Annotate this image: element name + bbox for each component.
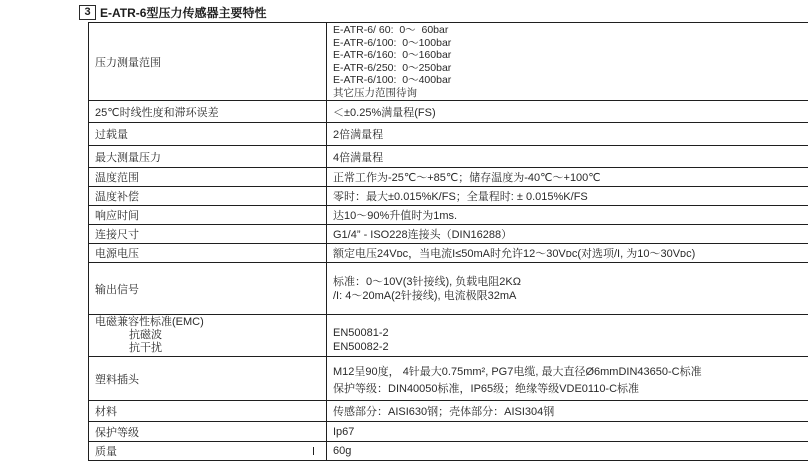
spec-label: 材料 (89, 401, 327, 422)
spec-label: 电源电压 (89, 244, 327, 263)
table-row (89, 225, 808, 244)
spec-value: 60g (327, 442, 808, 461)
table-row (89, 357, 808, 401)
table-row (89, 422, 808, 442)
spec-value-line: /I: 4～20mA(2针接线), 电流极限32mA (333, 289, 808, 303)
spec-table (88, 22, 808, 461)
spec-value-line: E-ATR-6/ 60: 0～ 60bar (333, 24, 808, 37)
spec-value: ＜±0.25%满量程(FS) (327, 101, 808, 123)
spec-label: 输出信号 (89, 263, 327, 315)
spec-value-line: EN50082-2 (333, 340, 808, 354)
spec-label: 保护等级 (89, 422, 327, 442)
table-row (89, 101, 808, 123)
spec-label: 过载量 (89, 123, 327, 146)
table-row (89, 442, 808, 461)
spec-value-line: E-ATR-6/100: 0～100bar (333, 37, 808, 50)
spec-value-line: E-ATR-6/100: 0～400bar (333, 74, 808, 87)
spec-value-line: E-ATR-6/160: 0～160bar (333, 49, 808, 62)
spec-value: 2倍满量程 (327, 123, 808, 146)
spec-value: 额定电压24Vᴅᴄ，当电流I≤50mA时允许12～30Vᴅᴄ(对选项/I, 为10～30Vᴅᴄ) (327, 244, 808, 263)
table-row (89, 146, 808, 168)
spec-value (327, 357, 808, 401)
spec-label-line: 电磁兼容性标准(EMC) (95, 316, 320, 329)
section-number-box: 3 (79, 5, 96, 20)
spec-value: 零时：最大±0.015%K/FS；全量程时: ± 0.015%K/FS (327, 187, 808, 206)
spec-value-line: 其它压力范围待询 (333, 87, 808, 100)
table-row (89, 263, 808, 315)
spec-value: 传感部分：AISI630钢；壳体部分：AISI304钢 (327, 401, 808, 422)
table-row (89, 206, 808, 225)
spec-label: 塑料插头 (89, 357, 327, 401)
table-row (89, 315, 808, 357)
spec-value-line: 标准：0～10V(3针接线), 负载电阻2KΩ (333, 275, 808, 289)
spec-label: 连接尺寸 (89, 225, 327, 244)
spec-value-line: E-ATR-6/250: 0～250bar (333, 62, 808, 75)
table-row (89, 168, 808, 187)
spec-label: 温度范围 (89, 168, 327, 187)
spec-value-line: EN50081-2 (333, 326, 808, 340)
spec-value-line: M12呈90度， 4针最大0.75mm², PG7电缆, 最大直径Ø6mmDIN43650-C标准 (333, 364, 808, 381)
spec-label: 最大测量压力 (89, 146, 327, 168)
table-row (89, 23, 808, 101)
page-title (79, 4, 266, 21)
spec-value: Ip67 (327, 422, 808, 442)
spec-value-line: 保护等级：DIN40050标准，IP65级；绝缘等级VDE0110-C标准 (333, 381, 808, 398)
spec-value: G1/4” - ISO228连接头（DIN16288） (327, 225, 808, 244)
table-row (89, 123, 808, 146)
spec-label: 25℃时线性度和滞环误差 (89, 101, 327, 123)
column-divider-tail (313, 447, 314, 455)
spec-label: 压力测量范围 (89, 23, 327, 101)
spec-value (327, 263, 808, 315)
spec-label: 响应时间 (89, 206, 327, 225)
spec-label: 质量 (89, 442, 327, 461)
spec-value: 正常工作为-25℃～+85℃；储存温度为-40℃～+100℃ (327, 168, 808, 187)
spec-label: 温度补偿 (89, 187, 327, 206)
spec-value: 4倍满量程 (327, 146, 808, 168)
table-row (89, 187, 808, 206)
table-row (89, 401, 808, 422)
table-row (89, 244, 808, 263)
spec-value: 达10～90%升值时为1ms. (327, 206, 808, 225)
page-title-text: E-ATR-6型压力传感器主要特性 (100, 4, 266, 21)
spec-label-subline: 抗干扰 (95, 342, 320, 355)
spec-label (89, 315, 327, 357)
spec-value (327, 23, 808, 101)
spec-label-subline: 抗磁波 (95, 329, 320, 342)
spec-value (327, 315, 808, 357)
